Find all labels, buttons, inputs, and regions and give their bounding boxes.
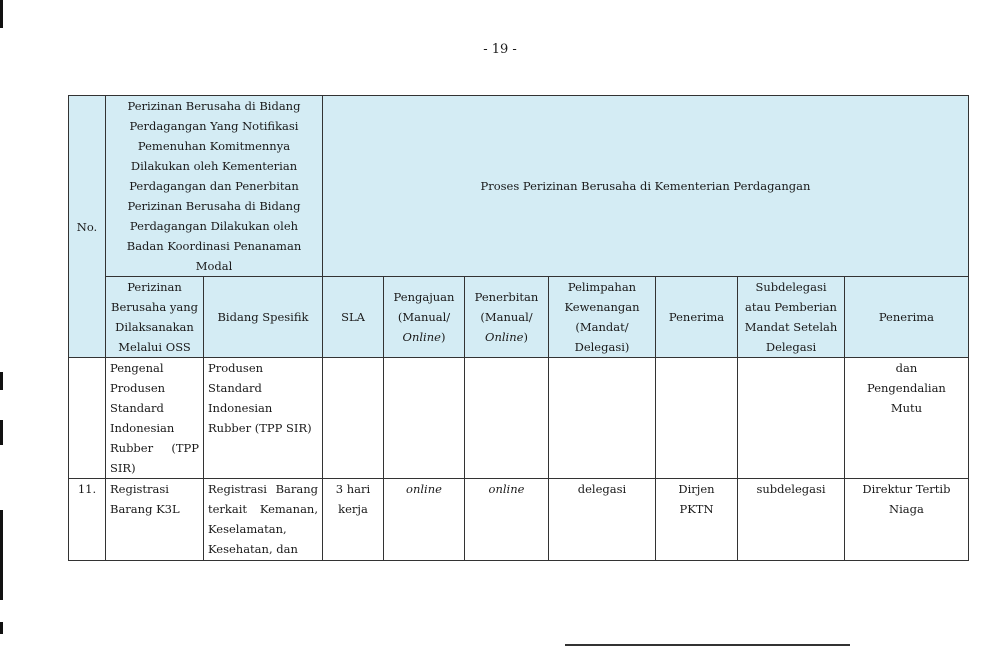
header-penerbitan-line1: Penerbitan [474, 290, 539, 304]
header-penerbitan: Penerbitan (Manual/ Online) [465, 277, 549, 358]
header-pelimpahan: Pelimpahan Kewenangan (Mandat/ Delegasi) [549, 277, 656, 358]
cell-pelimpahan: delegasi [549, 479, 656, 561]
cell-pelimpahan [549, 358, 656, 479]
scan-mark [0, 510, 3, 600]
header-pengajuan-line2: (Manual/ [397, 310, 451, 324]
header-perizinan-group: Perizinan Berusaha di Bidang Perdagangan Yang Notifikasi Pemenuhan Komitmennya Dilakukan oleh Kementerian Perdagangan dan Penerbitan Perizinan Berusaha di Bidang Perdagangan Dilakukan oleh Badan Koordinasi Penanaman Modal [106, 96, 323, 277]
cell-no [69, 358, 106, 479]
header-penerbitan-line3: Online [485, 330, 524, 344]
cell-penerima [656, 358, 738, 479]
cell-bidang: Produsen Standard Indonesian Rubber (TPP SIR) [204, 358, 323, 479]
cell-subdelegasi: subdelegasi [738, 479, 845, 561]
scan-mark [0, 622, 3, 634]
page-number: - 19 - [483, 42, 517, 57]
header-proses-group: Proses Perizinan Berusaha di Kementerian Perdagangan [323, 96, 969, 277]
header-pengajuan-line3: Online [402, 330, 441, 344]
cell-pengajuan [384, 358, 465, 479]
cell-pengajuan: online [384, 479, 465, 561]
scan-mark [0, 0, 3, 28]
header-penerbitan-line2: (Manual/ [480, 310, 533, 324]
cell-penerima-2: dan Pengendalian Mutu [845, 358, 969, 479]
cell-sla [323, 358, 384, 479]
header-sla: SLA [323, 277, 384, 358]
cell-penerima-2: Direktur Tertib Niaga [845, 479, 969, 561]
cell-perizinan: Pengenal Produsen Standard Indonesian Rubber (TPP SIR) [106, 358, 204, 479]
header-penerima: Penerima [656, 277, 738, 358]
scan-mark [0, 372, 3, 390]
header-no: No. [69, 96, 106, 358]
header-bidang-spesifik: Bidang Spesifik [204, 277, 323, 358]
cell-penerima: Dirjen PKTN [656, 479, 738, 561]
footer-rule [565, 644, 850, 646]
header-pengajuan: Pengajuan (Manual/ Online) [384, 277, 465, 358]
cell-subdelegasi [738, 358, 845, 479]
header-penerima-2: Penerima [845, 277, 969, 358]
cell-penerbitan [465, 358, 549, 479]
cell-bidang: Registrasi Barang terkait Kemanan, Keselamatan, Kesehatan, dan [204, 479, 323, 561]
header-perizinan-oss: Perizinan Berusaha yang Dilaksanakan Melalui OSS [106, 277, 204, 358]
licensing-table [68, 95, 969, 561]
header-row-columns [69, 277, 969, 358]
header-subdelegasi: Subdelegasi atau Pemberian Mandat Setelah Delegasi [738, 277, 845, 358]
table-row [69, 358, 969, 479]
cell-no: 11. [69, 479, 106, 561]
cell-penerbitan: online [465, 479, 549, 561]
scan-mark [0, 420, 3, 445]
cell-perizinan: Registrasi Barang K3L [106, 479, 204, 561]
header-row-group [69, 96, 969, 277]
header-pengajuan-line1: Pengajuan [393, 290, 455, 304]
table-row [69, 479, 969, 561]
cell-sla: 3 hari kerja [323, 479, 384, 561]
